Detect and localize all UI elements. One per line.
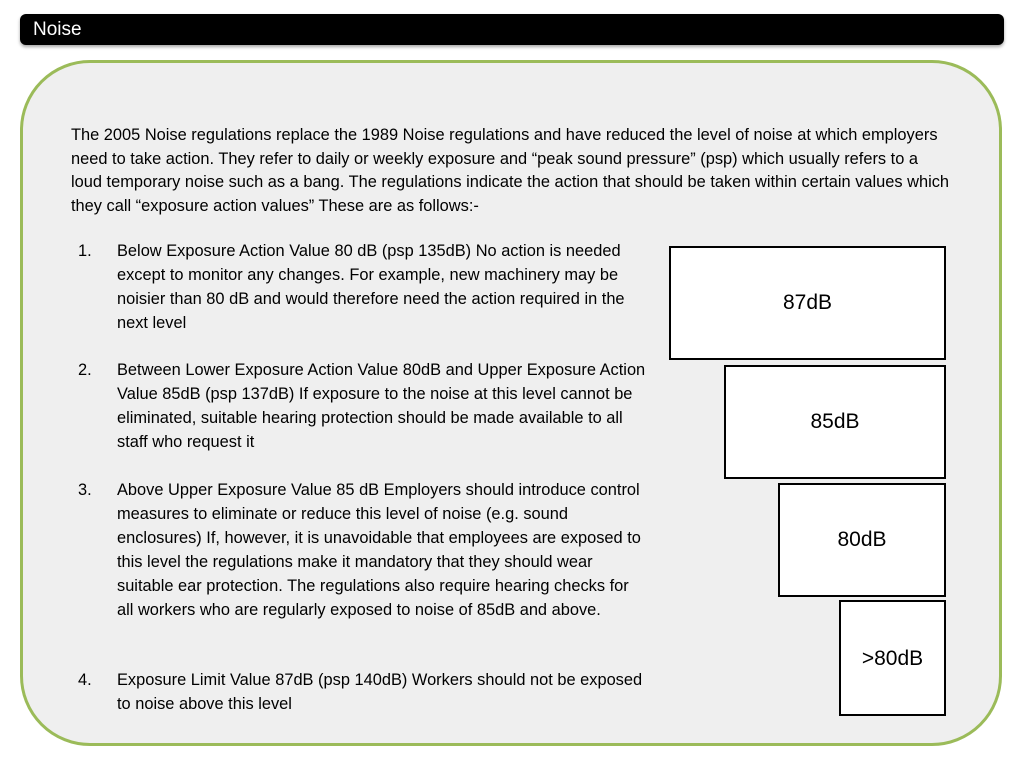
list-item-number: 4. — [78, 671, 92, 689]
list-item-number: 2. — [78, 361, 92, 379]
level-box-above-80db: >80dB — [839, 600, 946, 716]
list-item-number: 1. — [78, 242, 92, 260]
list-item-text: Exposure Limit Value 87dB (psp 140dB) Workers should not be exposed to noise above this level — [117, 671, 643, 713]
list-item-text: Above Upper Exposure Value 85 dB Employers should introduce control measures to eliminate or reduce this level of noise (e.g. sound enclosures) If, however, it is unavoidable that employees are exposed to this level the regulations make it mandatory that they should wear suitable ear protection. The regulations also require hearing checks for all workers who are regularly exposed to noise of 85dB and above. — [117, 481, 641, 619]
level-box-85db: 85dB — [724, 365, 946, 479]
level-box-87db: 87dB — [669, 246, 946, 360]
title-bar — [20, 14, 1004, 45]
list-item-text: Below Exposure Action Value 80 dB (psp 135dB) No action is needed except to monitor any changes. For example, new machinery may be noisier than 80 dB and would therefore need the action required in the next level — [117, 242, 625, 332]
list-item-text: Between Lower Exposure Action Value 80dB and Upper Exposure Action Value 85dB (psp 137dB) If exposure to the noise at this level cannot be eliminated, suitable hearing protection should be made available to all staff who request it — [117, 361, 646, 451]
list-item-number: 3. — [78, 481, 92, 499]
level-box-80db: 80dB — [778, 483, 946, 597]
page-title: Noise — [33, 19, 82, 40]
intro-paragraph: The 2005 Noise regulations replace the 1989 Noise regulations and have reduced the level of noise at which employers need to take action. They refer to daily or weekly exposure and “peak sound pressure” (psp) which usually refers to a loud temporary noise such as a bang. The regulations indicate the action that should be taken within certain values which they call “exposure action values” These are as follows:- — [71, 126, 950, 215]
